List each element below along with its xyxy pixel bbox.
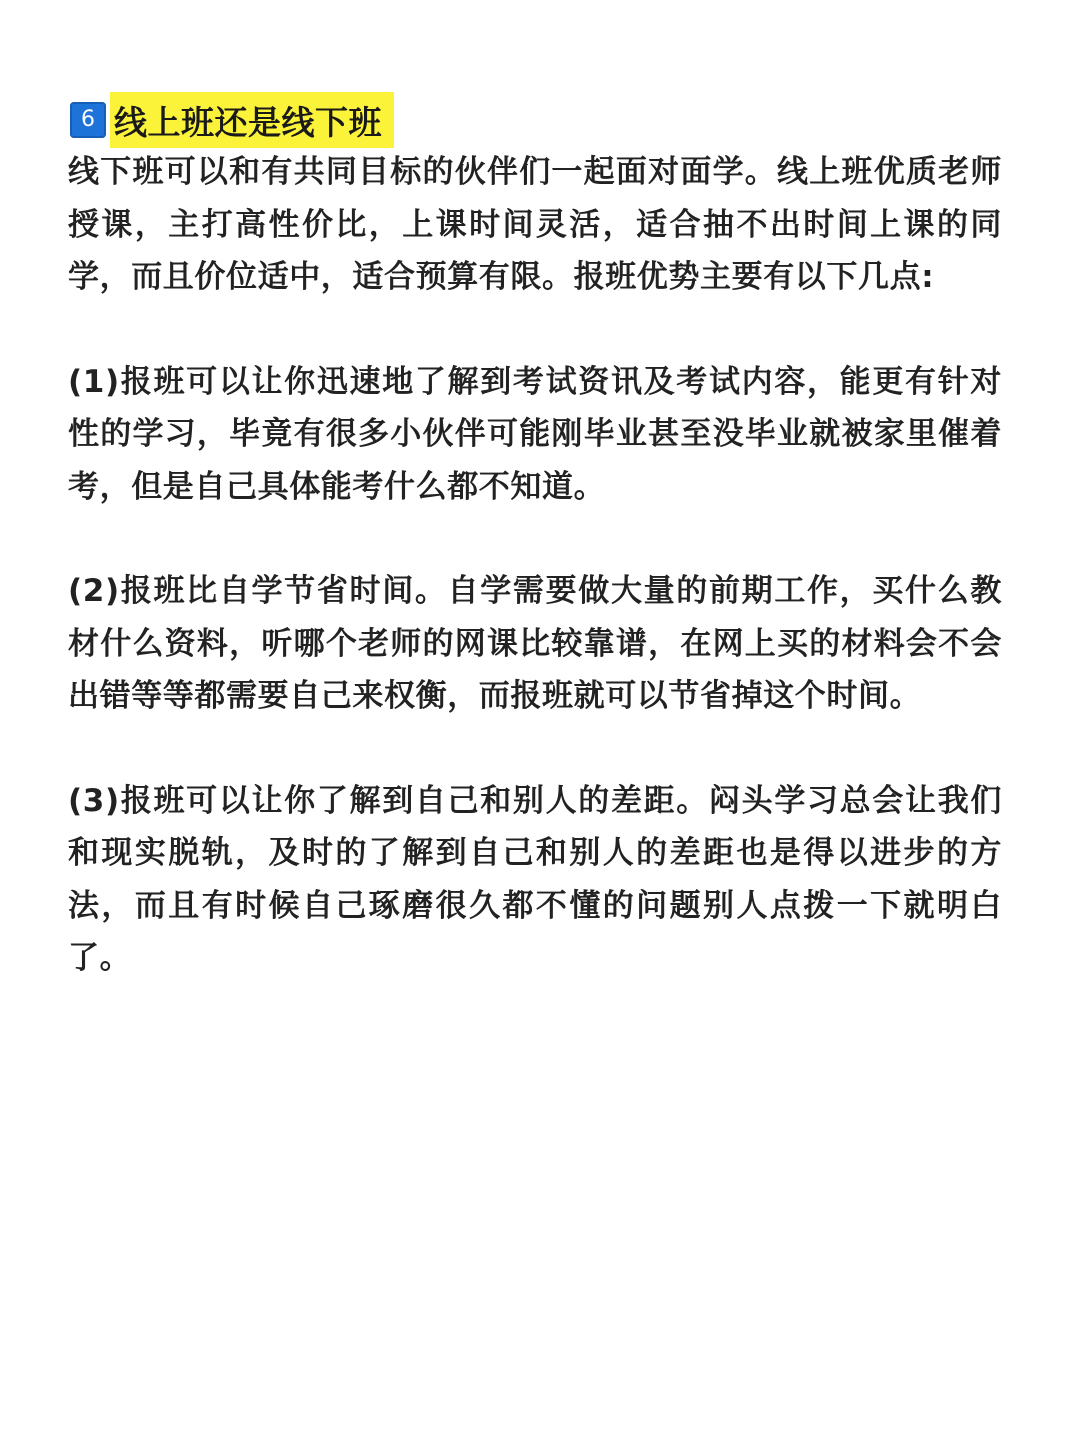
paragraph-spacer [68, 304, 1002, 356]
body-content [68, 146, 1002, 985]
number-six-icon: 6 [70, 102, 106, 138]
section-title: 线上班还是线下班 [114, 102, 382, 142]
section-heading [70, 92, 394, 148]
paragraph-spacer [68, 723, 1002, 775]
paragraph-spacer [68, 513, 1002, 565]
point-3-paragraph: (3)报班可以让你了解到自己和别人的差距。闷头学习总会让我们和现实脱轨，及时的了解到自己和别人的差距也是得以进步的方法，而且有时候自己琢磨很久都不懂的问题别人点拨一下就明白了。 [68, 782, 1002, 976]
point-2-paragraph: (2)报班比自学节省时间。自学需要做大量的前期工作，买什么教材什么资料，听哪个老师的网课比较靠谱，在网上买的材料会不会出错等等都需要自己来权衡，而报班就可以节省掉这个时间。 [68, 573, 1002, 714]
heading-highlight [110, 92, 394, 148]
point-1-paragraph: (1)报班可以让你迅速地了解到考试资讯及考试内容，能更有针对性的学习，毕竟有很多小伙伴可能刚毕业甚至没毕业就被家里催着考，但是自己具体能考什么都不知道。 [68, 363, 1002, 505]
intro-paragraph: 线下班可以和有共同目标的伙伴们一起面对面学。线上班优质老师授课，主打高性价比，上课时间灵活，适合抽不出时间上课的同学，而且价位适中，适合预算有限。报班优势主要有以下几点: [68, 154, 1002, 295]
